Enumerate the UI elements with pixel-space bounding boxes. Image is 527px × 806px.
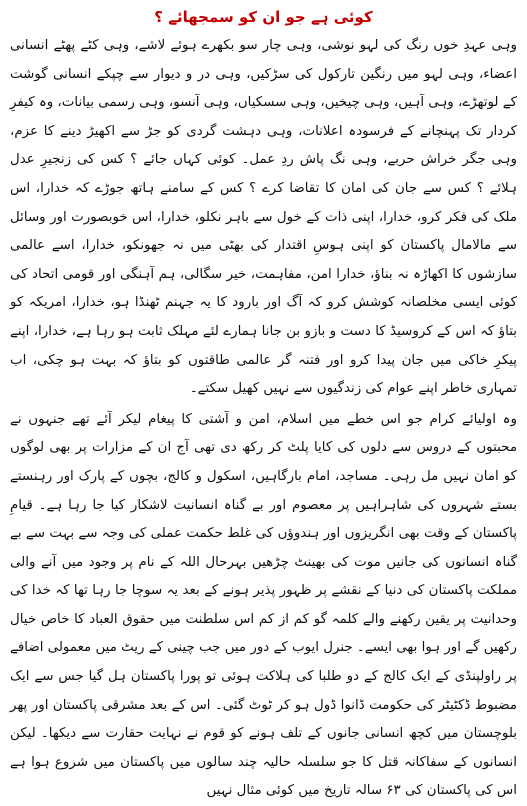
article-paragraph-2: وہ اولیائے کرام جو اس خطے میں اسلام، امن و آشتی کا پیغام لیکر آئے تھے جنہوں نے محبتوں کے دروس سے دلوں کی کایا پلٹ کر رکھ دی تھی آج ان کے مزارات پر بھی لوگوں کو امان نہیں مل رہی۔ مساجد، امام بارگاہیں، اسکول و کالج، بچوں کے پارک اور رہنستے بستے شہروں کی شاہراہیں پر معصوم اور بے گناہ انسانیت لاشکار کیا جا رہا ہے۔ قیامِ پاکستان کے وقت بھی انگریزوں اور ہندوؤں کی غلط حکمت عملی کی وجہ سے بہت سے بے گناہ انسانوں کی جانیں موت کی بھینٹ چڑھیں بہرحال اللہ کے نام پر وجود میں آنے والی مملکت پاکستان کی دنیا کے نقشے پر ظہور پذیر ہونے کے بعد یہ سوچا جا رہا تھا کہ خدا کی وحدانیت پر یقین رکھنے والے کلمہ گو کم از کم اس سلطنت میں حقوق العباد کا خاص خیال رکھیں گے اور ہوا بھی ایسے۔ جنرل ایوب کے دور میں جب چینی کے ریٹ میں معمولی اضافے پر راولپنڈی کے ایک کالج کے دو طلبا کی ہلاکت ہوئی تو پورا پاکستان ہل گیا جس سے ایک مضبوط ڈکٹیٹر کی حکومت ڈانوا ڈول ہو کر ٹوٹ گئی۔ اس کے بعد مشرقی پاکستان اور پھر بلوچستان میں کچھ انسانی جانوں کے تلف ہونے کو قوم نے نہایت حقارت سے دیکھا۔ لیکن انسانوں کے سفاکانہ قتل کا جو سلسلہ حالیہ چند سالوں میں پاکستان میں شروع ہوا ہے اس کی پاکستان کی ۶۳ سالہ تاریخ میں کوئی مثال نہیں: [10, 411, 517, 799]
article-paragraph-1: وہی عہدِ خوں رنگ کی لہو نوشی، وہی چار سو بکھرے ہوئے لاشے، وہی کٹے پھٹے انسانی اعضاء، وہی لہو میں رنگین تارکول کی سڑکیں، وہی در و دیوار سے چپکے انسانی گوشت کے لوتھڑے، وہی آہیں، وہی چیخیں، وہی سسکیاں، وہی آنسو، وہی رسمی بیانات، وہ کیفرِ کردار تک پہنچانے کے فرسودہ اعلانات، وہی دہشت گردی کو جڑ سے اکھیڑ دینے کا عزم، وہی جگر خراش حربے، وہی نگ پاش ردِ عمل۔ کوئی کہاں جائے ؟ کس کی زنجیرِ عدل ہلائے ؟ کس سے جان کی امان کا تقاضا کرے ؟ کس کے سامنے ہاتھ جوڑے کہ خدارا، اس ملک کی فکر کرو، خدارا، اپنی ذات کے خول سے باہر نکلو، خدارا، اس خوبصورت اور وسائل سے مالامال پاکستان کو اپنی ہوسِ اقتدار کی بھٹی میں نہ جھونکو، خدارا، اسے عالمی سازشوں کا اکھاڑہ نہ بناؤ، خدارا امن، مفاہمت، خیر سگالی، ہم آہنگی اور قومی اتحاد کی کوئی ایسی مخلصانہ کوشش کرو کہ آگ اور بارود کا یہ جہنم ٹھنڈا ہو، خدارا، امریکہ کو بتاؤ کہ اس کے کروسیڈ کا دست و بازو بن جانا ہمارے لئے مہلک ثابت ہو رہا ہے، خدارا، اپنے پیکرِ خاکی میں جان پیدا کرو اور فتنہ گر عالمی طاقتوں کو بتاؤ کہ بہت ہو چکی، اب تمہاری خاطر اپنے عوام کی زندگیوں سے نہیں کھیل سکتے۔: [10, 38, 517, 397]
article-title: کوئی ہے جو ان کو سمجھائے ؟: [154, 8, 373, 26]
